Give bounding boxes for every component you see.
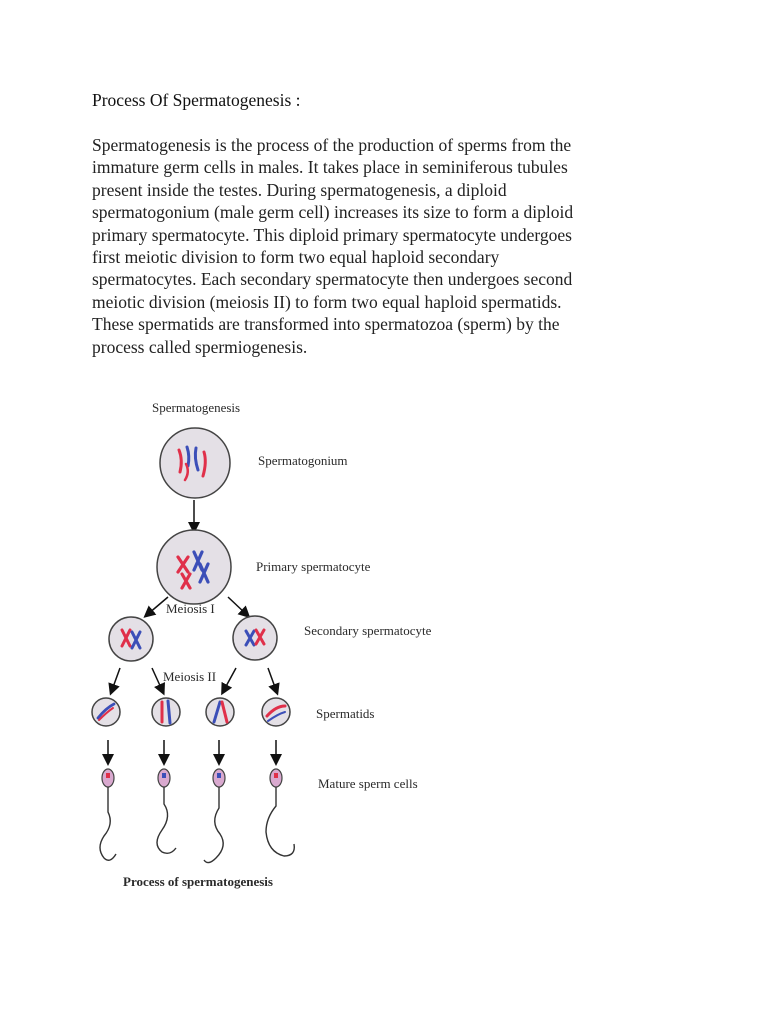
label-mature-sperm-cells: Mature sperm cells	[318, 776, 418, 791]
paragraph-line: immature germ cells in males. It takes place in seminiferous tubules	[92, 157, 568, 178]
sperm-cell	[157, 769, 176, 853]
label-spermatogonium: Spermatogonium	[258, 453, 348, 468]
paragraph-line: meiotic division (meiosis II) to form two equal haploid spermatids.	[92, 291, 562, 312]
spermatid-cell	[152, 698, 180, 726]
page-heading: Process Of Spermatogenesis :	[92, 90, 301, 110]
label-meiosis-2: Meiosis II	[163, 669, 217, 684]
arrow-diagonal-right	[228, 597, 246, 614]
paragraph-line: Spermatogenesis is the process of the production of sperms from the	[92, 135, 572, 155]
label-primary-spermatocyte: Primary spermatocyte	[256, 559, 371, 574]
sperm-cell	[100, 769, 116, 860]
arrow-diagonal-left	[148, 597, 168, 614]
secondary-spermatocyte-cell-left	[109, 617, 153, 661]
spermatogonium-cell	[160, 428, 230, 498]
spermatid-cell	[92, 698, 120, 726]
spermatogenesis-diagram	[90, 392, 490, 902]
arrow-diagonal	[268, 668, 276, 690]
sperm-cell	[266, 769, 294, 856]
diagram-caption: Process of spermatogenesis	[123, 874, 273, 889]
sperm-cell	[204, 769, 225, 863]
spermatid-cell	[262, 698, 290, 726]
paragraph-line: primary spermatocyte. This diploid primary spermatocyte undergoes	[92, 224, 572, 245]
primary-spermatocyte-cell	[157, 530, 231, 604]
paragraph-line: first meiotic division to form two equal haploid secondary	[92, 247, 500, 268]
paragraph-line: process called spermiogenesis.	[92, 336, 308, 357]
paragraph-line: present inside the testes. During spermatogenesis, a diploid	[92, 179, 507, 200]
label-secondary-spermatocyte: Secondary spermatocyte	[304, 623, 432, 638]
paragraph-line: spermatogonium (male germ cell) increases its size to form a diploid	[92, 202, 574, 223]
label-spermatids: Spermatids	[316, 706, 375, 721]
paragraph-line: spermatocytes. Each secondary spermatocyte then undergoes second	[92, 269, 573, 290]
label-meiosis-1: Meiosis I	[166, 601, 215, 616]
arrow-diagonal	[112, 668, 120, 690]
body-paragraph	[92, 134, 692, 358]
paragraph-line: These spermatids are transformed into spermatozoa (sperm) by the	[92, 314, 560, 335]
secondary-spermatocyte-cell-right	[233, 616, 277, 660]
spermatid-cell	[206, 698, 234, 726]
diagram-title: Spermatogenesis	[152, 400, 241, 415]
arrow-diagonal	[152, 668, 162, 690]
arrow-diagonal	[224, 668, 236, 690]
